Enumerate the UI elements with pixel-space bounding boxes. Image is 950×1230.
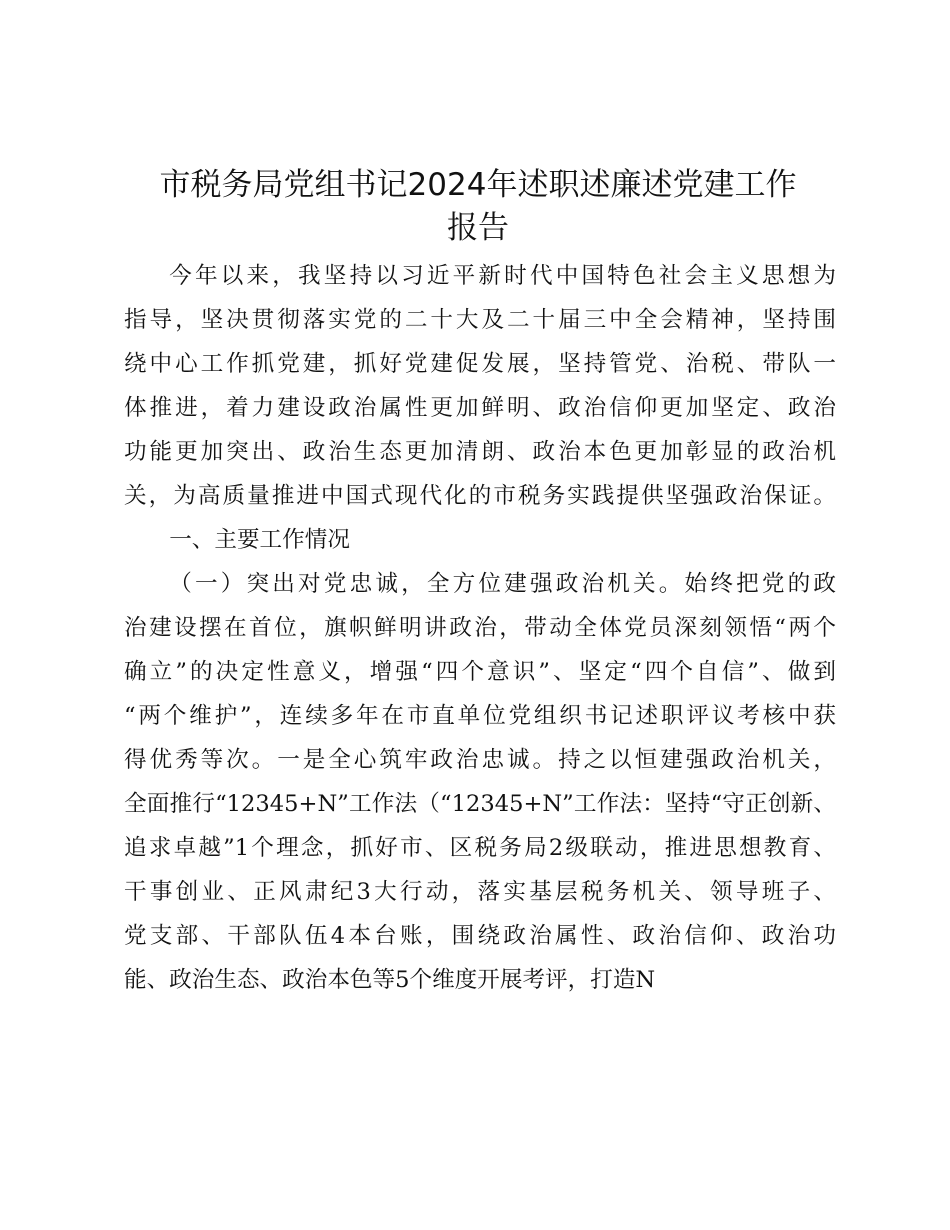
paragraph-line: 能、政治生态、政治本色等5个维度开展考评，打造N: [124, 967, 656, 993]
document-body: [124, 254, 836, 1002]
paragraph-line: 治建设摆在首位，旗帜鲜明讲政治，带动全体党员深刻领悟“两个: [124, 615, 836, 641]
paragraph-line: 干事创业、正风肃纪3大行动，落实基层税务机关、领导班子、: [124, 879, 836, 905]
paragraph-line: 追求卓越”1个理念，抓好市、区税务局2级联动，推进思想教育、: [124, 835, 836, 861]
paragraph-line: 绕中心工作抓党建，抓好党建促发展，坚持管党、治税、带队一: [124, 351, 836, 377]
paragraph-line: 确立”的决定性意义，增强“四个意识”、坚定“四个自信”、做到: [124, 659, 836, 685]
heading-line: 一、主要工作情况: [169, 527, 350, 553]
paragraph-line: 全面推行“12345+N”工作法（“12345+N”工作法：坚持“守正创新、: [124, 791, 836, 817]
paragraph-line: 关，为高质量推进中国式现代化的市税务实践提供坚强政治保证。: [124, 483, 836, 509]
paragraph-line: 得优秀等次。一是全心筑牢政治忠诚。持之以恒建强政治机关，: [124, 747, 836, 773]
paragraph-line: 功能更加突出、政治生态更加清朗、政治本色更加彰显的政治机: [124, 439, 836, 465]
section-paragraph: [124, 562, 836, 1002]
intro-paragraph: [124, 254, 836, 518]
title-line-1: 市税务局党组书记2024年述职述廉述党建工作: [159, 167, 797, 203]
title-line-2: 报告: [447, 210, 509, 246]
paragraph-line: 今年以来，我坚持以习近平新时代中国特色社会主义思想为: [169, 263, 836, 289]
section-heading: [124, 518, 836, 562]
paragraph-line: “两个维护”，连续多年在市直单位党组织书记述职评议考核中获: [124, 703, 836, 729]
document-title: [118, 164, 838, 250]
paragraph-line: （一）突出对党忠诚，全方位建强政治机关。始终把党的政: [169, 571, 836, 597]
paragraph-line: 党支部、干部队伍4本台账，围绕政治属性、政治信仰、政治功: [124, 923, 836, 949]
paragraph-line: 体推进，着力建设政治属性更加鲜明、政治信仰更加坚定、政治: [124, 395, 836, 421]
paragraph-line: 指导，坚决贯彻落实党的二十大及二十届三中全会精神，坚持围: [124, 307, 836, 333]
